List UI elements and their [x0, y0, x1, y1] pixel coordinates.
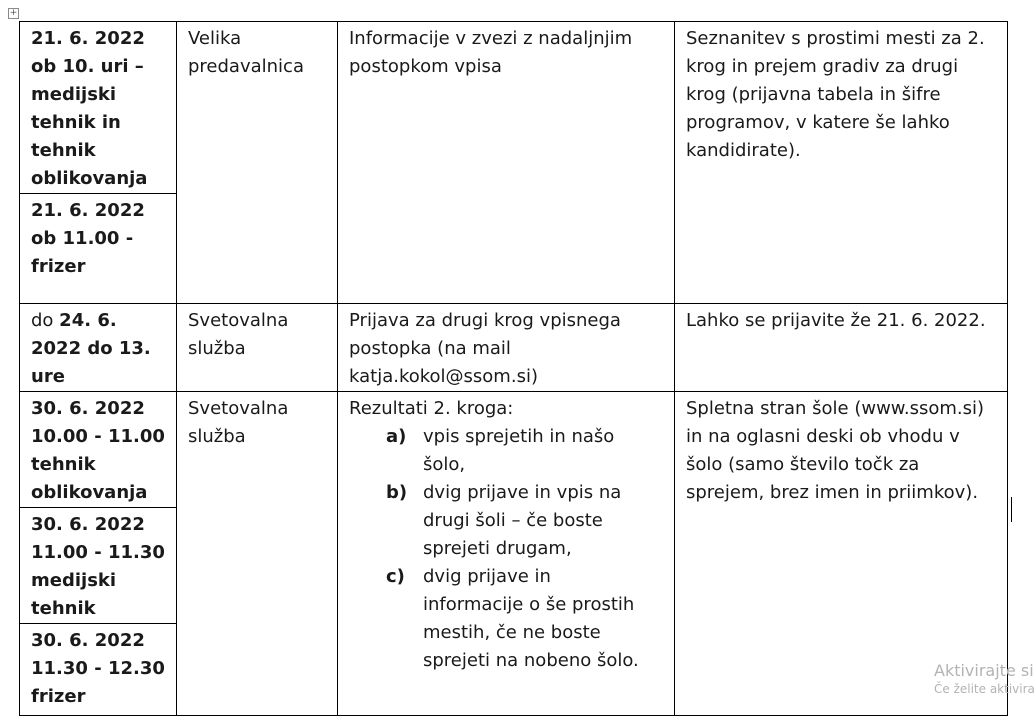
note-line: Spletna stran šole (www.ssom.si) — [686, 398, 985, 419]
date-line: frizer — [31, 686, 86, 707]
date-line: tehnik — [31, 598, 96, 619]
date-line: ob 11.00 - — [31, 228, 134, 249]
table-row — [20, 22, 1008, 194]
note-cell — [675, 22, 1008, 304]
date-text: 24. 6. — [59, 310, 117, 331]
date-line: 30. 6. 2022 — [31, 514, 145, 535]
activity-cell — [338, 304, 675, 392]
date-cell — [20, 392, 177, 508]
note-line: sprejem, brez imen in priimkov). — [686, 482, 979, 503]
note-line: krog in prejem gradiv za drugi — [686, 56, 959, 77]
list-marker: a) — [386, 426, 407, 447]
date-prefix: do — [31, 310, 60, 331]
place-line: Svetovalna — [188, 310, 289, 331]
date-line: ob 10. uri – — [31, 56, 144, 77]
note-line: Seznanitev s prostimi mesti za 2. — [686, 28, 985, 49]
watermark-line: Če želite aktivira — [934, 682, 1035, 696]
date-line: 11.30 - 12.30 — [31, 658, 165, 679]
date-line: tehnik in — [31, 112, 121, 133]
activity-line: katja.kokol@ssom.si) — [349, 366, 538, 387]
result-list — [349, 423, 664, 675]
text-cursor — [1011, 497, 1012, 522]
place-line: služba — [188, 426, 246, 447]
date-line: 11.00 - 11.30 — [31, 542, 165, 563]
note-line: kandidirate). — [686, 140, 801, 161]
date-cell — [20, 22, 177, 194]
list-item — [386, 423, 664, 479]
list-item — [386, 479, 664, 563]
date-cell — [20, 194, 177, 304]
date-line — [31, 307, 166, 335]
activity-line: postopkom vpisa — [349, 56, 502, 77]
list-line: sprejeti na nobeno šolo. — [423, 650, 639, 671]
list-line: sprejeti drugam, — [423, 538, 572, 559]
date-line: 21. 6. 2022 — [31, 28, 145, 49]
table-move-handle-icon[interactable]: + — [9, 8, 18, 18]
activation-watermark — [934, 661, 1035, 697]
list-line: dvig prijave in vpis na — [423, 482, 622, 503]
date-line: 30. 6. 2022 — [31, 398, 145, 419]
date-cell — [20, 304, 177, 392]
list-line: vpis sprejetih in našo — [423, 426, 615, 447]
place-cell — [177, 22, 338, 304]
date-line: frizer — [31, 256, 86, 277]
date-line: oblikovanja — [31, 482, 148, 503]
list-line: mestih, če ne boste — [423, 622, 601, 643]
list-line: drugi šoli – če boste — [423, 510, 603, 531]
place-cell — [177, 392, 338, 716]
activity-cell — [338, 392, 675, 716]
list-line: dvig prijave in — [423, 566, 551, 587]
date-line: ure — [31, 366, 65, 387]
schedule-table — [19, 21, 1008, 716]
date-line: medijski — [31, 570, 117, 591]
place-line: Velika — [188, 28, 242, 49]
date-cell — [20, 508, 177, 624]
place-line: služba — [188, 338, 246, 359]
note-cell — [675, 304, 1008, 392]
date-cell — [20, 624, 177, 716]
list-marker: c) — [386, 566, 405, 587]
date-line: 2022 do 13. — [31, 338, 151, 359]
date-line: oblikovanja — [31, 168, 148, 189]
date-line: tehnik — [31, 140, 96, 161]
list-line: informacije o še prostih — [423, 594, 635, 615]
table-row — [20, 392, 1008, 508]
date-line: tehnik — [31, 454, 96, 475]
list-line: šolo, — [423, 454, 466, 475]
list-item — [386, 563, 664, 675]
note-line: krog (prijavna tabela in šifre — [686, 84, 941, 105]
place-line: Svetovalna — [188, 398, 289, 419]
watermark-line: Aktivirajte si — [934, 661, 1034, 680]
place-line: predavalnica — [188, 56, 304, 77]
note-line: šolo (samo število točk za — [686, 454, 920, 475]
place-cell — [177, 304, 338, 392]
date-line: 21. 6. 2022 — [31, 200, 145, 221]
activity-line: postopka (na mail — [349, 338, 511, 359]
activity-line: Informacije v zvezi z nadaljnjim — [349, 28, 633, 49]
activity-line: Prijava za drugi krog vpisnega — [349, 310, 621, 331]
activity-title: Rezultati 2. kroga: — [349, 398, 514, 419]
list-marker: b) — [386, 482, 408, 503]
date-line: 30. 6. 2022 — [31, 630, 145, 651]
note-line: programov, v katere še lahko — [686, 112, 950, 133]
note-line: in na oglasni deski ob vhodu v — [686, 426, 960, 447]
activity-cell — [338, 22, 675, 304]
table-row — [20, 304, 1008, 392]
note-line: Lahko se prijavite že 21. 6. 2022. — [686, 310, 986, 331]
date-line: 10.00 - 11.00 — [31, 426, 165, 447]
date-line: medijski — [31, 84, 117, 105]
